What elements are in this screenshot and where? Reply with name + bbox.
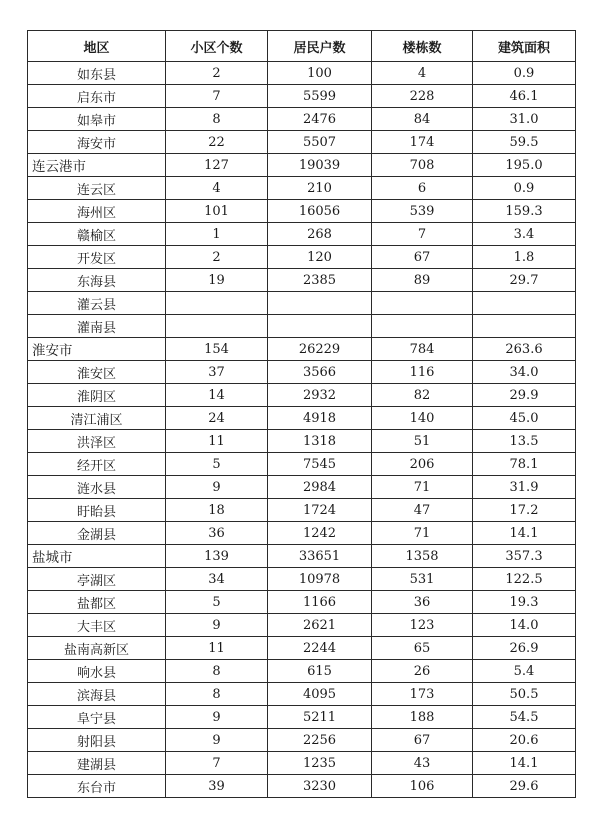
community-count-cell: 5 bbox=[166, 453, 268, 476]
floor-area-cell: 5.4 bbox=[473, 660, 576, 683]
floor-area-cell: 29.6 bbox=[473, 775, 576, 798]
region-cell: 滨海县 bbox=[28, 683, 166, 706]
building-count-cell: 531 bbox=[372, 568, 473, 591]
community-count-cell: 7 bbox=[166, 85, 268, 108]
household-count-cell: 4095 bbox=[268, 683, 372, 706]
building-count-cell: 89 bbox=[372, 269, 473, 292]
household-count-cell: 33651 bbox=[268, 545, 372, 568]
table-row bbox=[28, 729, 576, 752]
community-count-cell: 11 bbox=[166, 637, 268, 660]
region-cell: 连云区 bbox=[28, 177, 166, 200]
floor-area-cell: 50.5 bbox=[473, 683, 576, 706]
floor-area-cell: 54.5 bbox=[473, 706, 576, 729]
household-count-cell: 1318 bbox=[268, 430, 372, 453]
building-count-cell: 65 bbox=[372, 637, 473, 660]
household-count-cell: 2385 bbox=[268, 269, 372, 292]
table-row bbox=[28, 706, 576, 729]
building-count-cell: 6 bbox=[372, 177, 473, 200]
building-count-cell: 228 bbox=[372, 85, 473, 108]
floor-area-cell: 17.2 bbox=[473, 499, 576, 522]
header-household-count: 居民户数 bbox=[268, 31, 372, 62]
floor-area-cell: 26.9 bbox=[473, 637, 576, 660]
community-count-cell bbox=[166, 315, 268, 338]
table-row bbox=[28, 177, 576, 200]
household-count-cell: 1724 bbox=[268, 499, 372, 522]
building-count-cell: 84 bbox=[372, 108, 473, 131]
community-count-cell: 9 bbox=[166, 706, 268, 729]
region-cell: 盐都区 bbox=[28, 591, 166, 614]
household-count-cell: 2932 bbox=[268, 384, 372, 407]
household-count-cell: 2256 bbox=[268, 729, 372, 752]
building-count-cell bbox=[372, 292, 473, 315]
region-cell: 海安市 bbox=[28, 131, 166, 154]
table-row bbox=[28, 223, 576, 246]
table-row bbox=[28, 85, 576, 108]
building-count-cell: 82 bbox=[372, 384, 473, 407]
table-row bbox=[28, 407, 576, 430]
community-count-cell: 24 bbox=[166, 407, 268, 430]
community-count-cell: 14 bbox=[166, 384, 268, 407]
building-count-cell: 43 bbox=[372, 752, 473, 775]
household-count-cell: 1242 bbox=[268, 522, 372, 545]
floor-area-cell: 0.9 bbox=[473, 177, 576, 200]
region-cell: 射阳县 bbox=[28, 729, 166, 752]
floor-area-cell: 3.4 bbox=[473, 223, 576, 246]
community-count-cell: 34 bbox=[166, 568, 268, 591]
region-cell: 盱眙县 bbox=[28, 499, 166, 522]
table-row bbox=[28, 361, 576, 384]
community-count-cell: 9 bbox=[166, 476, 268, 499]
building-count-cell: 174 bbox=[372, 131, 473, 154]
region-cell: 清江浦区 bbox=[28, 407, 166, 430]
table-row bbox=[28, 614, 576, 637]
building-count-cell: 7 bbox=[372, 223, 473, 246]
header-floor-area: 建筑面积 bbox=[473, 31, 576, 62]
data-table bbox=[27, 30, 576, 798]
floor-area-cell: 0.9 bbox=[473, 62, 576, 85]
building-count-cell: 67 bbox=[372, 729, 473, 752]
community-count-cell: 19 bbox=[166, 269, 268, 292]
household-count-cell: 5507 bbox=[268, 131, 372, 154]
household-count-cell: 1166 bbox=[268, 591, 372, 614]
building-count-cell: 173 bbox=[372, 683, 473, 706]
household-count-cell: 10978 bbox=[268, 568, 372, 591]
household-count-cell: 210 bbox=[268, 177, 372, 200]
community-count-cell: 7 bbox=[166, 752, 268, 775]
building-count-cell: 67 bbox=[372, 246, 473, 269]
building-count-cell: 106 bbox=[372, 775, 473, 798]
table-row bbox=[28, 683, 576, 706]
building-count-cell: 71 bbox=[372, 476, 473, 499]
region-cell: 海州区 bbox=[28, 200, 166, 223]
table-row bbox=[28, 292, 576, 315]
community-count-cell: 5 bbox=[166, 591, 268, 614]
floor-area-cell: 29.7 bbox=[473, 269, 576, 292]
floor-area-cell: 14.0 bbox=[473, 614, 576, 637]
floor-area-cell: 34.0 bbox=[473, 361, 576, 384]
region-cell: 经开区 bbox=[28, 453, 166, 476]
region-cell: 金湖县 bbox=[28, 522, 166, 545]
household-count-cell: 615 bbox=[268, 660, 372, 683]
floor-area-cell: 14.1 bbox=[473, 522, 576, 545]
household-count-cell: 26229 bbox=[268, 338, 372, 361]
floor-area-cell: 46.1 bbox=[473, 85, 576, 108]
city-row bbox=[28, 154, 576, 177]
region-cell: 淮安区 bbox=[28, 361, 166, 384]
city-row bbox=[28, 338, 576, 361]
table-row bbox=[28, 775, 576, 798]
region-cell: 如皋市 bbox=[28, 108, 166, 131]
table-row bbox=[28, 315, 576, 338]
table-row bbox=[28, 430, 576, 453]
floor-area-cell: 31.0 bbox=[473, 108, 576, 131]
table-row bbox=[28, 660, 576, 683]
building-count-cell: 708 bbox=[372, 154, 473, 177]
community-count-cell: 8 bbox=[166, 108, 268, 131]
building-count-cell: 71 bbox=[372, 522, 473, 545]
floor-area-cell: 31.9 bbox=[473, 476, 576, 499]
region-cell: 启东市 bbox=[28, 85, 166, 108]
household-count-cell: 19039 bbox=[268, 154, 372, 177]
table-row bbox=[28, 752, 576, 775]
table-row bbox=[28, 131, 576, 154]
region-cell: 东海县 bbox=[28, 269, 166, 292]
household-count-cell: 268 bbox=[268, 223, 372, 246]
region-cell: 洪泽区 bbox=[28, 430, 166, 453]
table-row bbox=[28, 269, 576, 292]
community-count-cell: 39 bbox=[166, 775, 268, 798]
household-count-cell bbox=[268, 292, 372, 315]
floor-area-cell: 78.1 bbox=[473, 453, 576, 476]
household-count-cell: 100 bbox=[268, 62, 372, 85]
community-count-cell: 36 bbox=[166, 522, 268, 545]
community-count-cell: 9 bbox=[166, 729, 268, 752]
building-count-cell bbox=[372, 315, 473, 338]
community-count-cell: 22 bbox=[166, 131, 268, 154]
table-row bbox=[28, 499, 576, 522]
floor-area-cell: 29.9 bbox=[473, 384, 576, 407]
region-cell: 灌云县 bbox=[28, 292, 166, 315]
table-row bbox=[28, 476, 576, 499]
building-count-cell: 123 bbox=[372, 614, 473, 637]
header-region: 地区 bbox=[28, 31, 166, 62]
table-row bbox=[28, 384, 576, 407]
building-count-cell: 206 bbox=[372, 453, 473, 476]
household-count-cell: 2244 bbox=[268, 637, 372, 660]
floor-area-cell: 263.6 bbox=[473, 338, 576, 361]
household-count-cell bbox=[268, 315, 372, 338]
floor-area-cell bbox=[473, 315, 576, 338]
floor-area-cell: 45.0 bbox=[473, 407, 576, 430]
region-cell: 涟水县 bbox=[28, 476, 166, 499]
region-cell: 建湖县 bbox=[28, 752, 166, 775]
household-count-cell: 2984 bbox=[268, 476, 372, 499]
table-row bbox=[28, 453, 576, 476]
floor-area-cell: 59.5 bbox=[473, 131, 576, 154]
community-count-cell: 11 bbox=[166, 430, 268, 453]
building-count-cell: 26 bbox=[372, 660, 473, 683]
header-building-count: 楼栋数 bbox=[372, 31, 473, 62]
household-count-cell: 16056 bbox=[268, 200, 372, 223]
building-count-cell: 784 bbox=[372, 338, 473, 361]
community-count-cell: 9 bbox=[166, 614, 268, 637]
community-count-cell: 127 bbox=[166, 154, 268, 177]
floor-area-cell: 357.3 bbox=[473, 545, 576, 568]
community-count-cell: 4 bbox=[166, 177, 268, 200]
region-cell: 盐南高新区 bbox=[28, 637, 166, 660]
household-count-cell: 5211 bbox=[268, 706, 372, 729]
household-count-cell: 1235 bbox=[268, 752, 372, 775]
table-row bbox=[28, 522, 576, 545]
household-count-cell: 3566 bbox=[268, 361, 372, 384]
household-count-cell: 5599 bbox=[268, 85, 372, 108]
household-count-cell: 4918 bbox=[268, 407, 372, 430]
building-count-cell: 140 bbox=[372, 407, 473, 430]
region-cell: 阜宁县 bbox=[28, 706, 166, 729]
community-count-cell bbox=[166, 292, 268, 315]
floor-area-cell: 20.6 bbox=[473, 729, 576, 752]
floor-area-cell: 19.3 bbox=[473, 591, 576, 614]
region-cell: 开发区 bbox=[28, 246, 166, 269]
region-cell: 淮阴区 bbox=[28, 384, 166, 407]
region-cell: 盐城市 bbox=[28, 545, 166, 568]
community-count-cell: 8 bbox=[166, 683, 268, 706]
table-row bbox=[28, 200, 576, 223]
community-count-cell: 139 bbox=[166, 545, 268, 568]
building-count-cell: 188 bbox=[372, 706, 473, 729]
floor-area-cell: 14.1 bbox=[473, 752, 576, 775]
building-count-cell: 47 bbox=[372, 499, 473, 522]
region-cell: 东台市 bbox=[28, 775, 166, 798]
region-cell: 亭湖区 bbox=[28, 568, 166, 591]
region-cell: 如东县 bbox=[28, 62, 166, 85]
building-count-cell: 51 bbox=[372, 430, 473, 453]
household-count-cell: 2476 bbox=[268, 108, 372, 131]
household-count-cell: 3230 bbox=[268, 775, 372, 798]
floor-area-cell: 1.8 bbox=[473, 246, 576, 269]
household-count-cell: 2621 bbox=[268, 614, 372, 637]
community-count-cell: 1 bbox=[166, 223, 268, 246]
table-row bbox=[28, 246, 576, 269]
table-row bbox=[28, 637, 576, 660]
community-count-cell: 8 bbox=[166, 660, 268, 683]
household-count-cell: 7545 bbox=[268, 453, 372, 476]
header-community-count: 小区个数 bbox=[166, 31, 268, 62]
region-cell: 灌南县 bbox=[28, 315, 166, 338]
city-row bbox=[28, 545, 576, 568]
header-row bbox=[28, 31, 576, 62]
floor-area-cell: 195.0 bbox=[473, 154, 576, 177]
community-count-cell: 37 bbox=[166, 361, 268, 384]
region-cell: 赣榆区 bbox=[28, 223, 166, 246]
table-body bbox=[28, 62, 576, 798]
table-row bbox=[28, 108, 576, 131]
floor-area-cell: 159.3 bbox=[473, 200, 576, 223]
region-cell: 连云港市 bbox=[28, 154, 166, 177]
floor-area-cell bbox=[473, 292, 576, 315]
household-count-cell: 120 bbox=[268, 246, 372, 269]
community-count-cell: 101 bbox=[166, 200, 268, 223]
region-cell: 淮安市 bbox=[28, 338, 166, 361]
table-row bbox=[28, 568, 576, 591]
community-count-cell: 154 bbox=[166, 338, 268, 361]
floor-area-cell: 13.5 bbox=[473, 430, 576, 453]
community-count-cell: 2 bbox=[166, 62, 268, 85]
community-count-cell: 18 bbox=[166, 499, 268, 522]
floor-area-cell: 122.5 bbox=[473, 568, 576, 591]
table-row bbox=[28, 62, 576, 85]
building-count-cell: 539 bbox=[372, 200, 473, 223]
community-count-cell: 2 bbox=[166, 246, 268, 269]
building-count-cell: 116 bbox=[372, 361, 473, 384]
building-count-cell: 36 bbox=[372, 591, 473, 614]
building-count-cell: 4 bbox=[372, 62, 473, 85]
region-cell: 大丰区 bbox=[28, 614, 166, 637]
building-count-cell: 1358 bbox=[372, 545, 473, 568]
table-row bbox=[28, 591, 576, 614]
region-cell: 响水县 bbox=[28, 660, 166, 683]
